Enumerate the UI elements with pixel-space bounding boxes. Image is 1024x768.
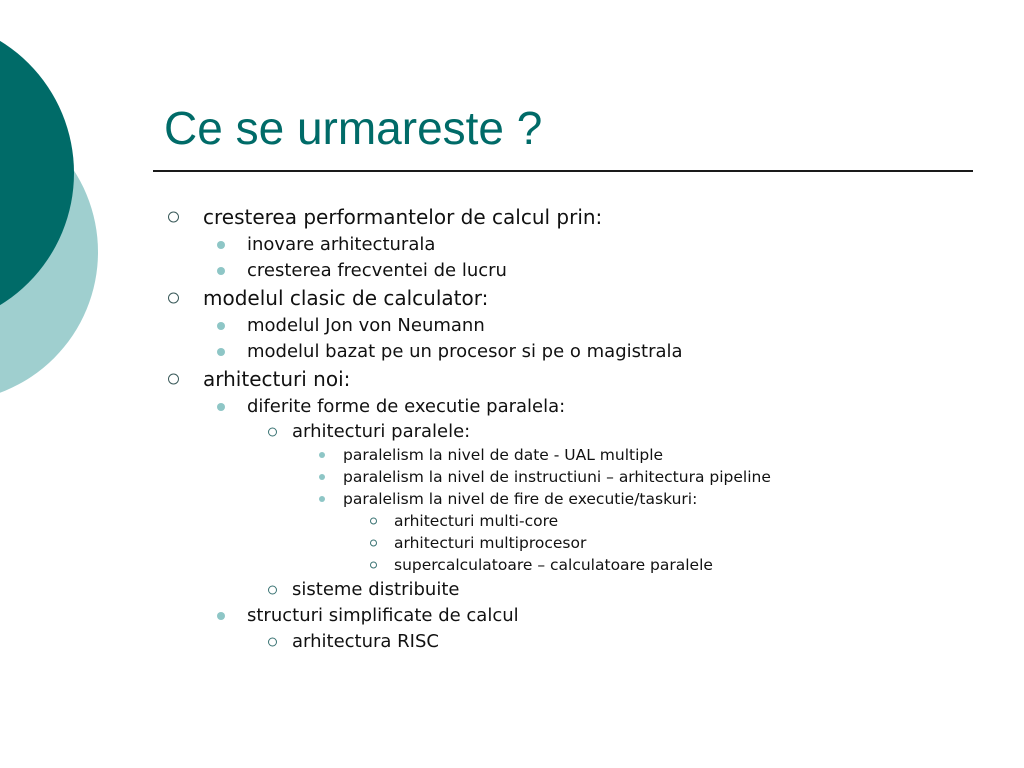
- bullet-text: modelul Jon von Neumann: [247, 315, 485, 336]
- dot-bullet-icon: [319, 496, 325, 502]
- ring-bullet-icon: [168, 374, 179, 385]
- slide-title: Ce se urmareste ?: [164, 102, 543, 154]
- bullet-text: paralelism la nivel de instructiuni – arhitectura pipeline: [343, 468, 771, 486]
- bullet-item: [247, 260, 507, 281]
- ring-bullet-icon: [168, 293, 179, 304]
- bullet-item: [247, 396, 565, 417]
- bullet-text: modelul clasic de calculator:: [203, 286, 489, 310]
- bullet-text: paralelism la nivel de date - UAL multiple: [343, 446, 664, 464]
- dot-bullet-icon: [217, 322, 225, 330]
- ring-bullet-icon: [268, 427, 277, 436]
- dot-bullet-icon: [217, 241, 225, 249]
- bullet-text: inovare arhitecturala: [247, 234, 436, 255]
- dot-bullet-icon: [217, 612, 225, 620]
- bullet-item: [247, 234, 435, 255]
- bullet-item: [343, 446, 663, 464]
- bullet-text: supercalculatoare – calculatoare paralele: [394, 556, 713, 574]
- bullet-text: modelul bazat pe un procesor si pe o magistrala: [247, 341, 683, 362]
- ring-bullet-icon: [370, 562, 377, 569]
- bullet-item: [203, 205, 602, 229]
- bullet-text: structuri simplificate de calcul: [247, 605, 519, 626]
- bullet-item: [247, 341, 683, 362]
- ring-bullet-icon: [268, 585, 277, 594]
- bullet-text: arhitecturi paralele:: [292, 421, 471, 442]
- bullet-item: [343, 490, 697, 508]
- ring-bullet-icon: [370, 518, 377, 525]
- ring-bullet-icon: [168, 212, 179, 223]
- dot-bullet-icon: [319, 474, 325, 480]
- dot-bullet-icon: [217, 348, 225, 356]
- bullet-text: arhitecturi multi-core: [394, 512, 559, 530]
- bullet-text: sisteme distribuite: [292, 579, 460, 600]
- dot-bullet-icon: [217, 403, 225, 411]
- bullet-item: [394, 534, 586, 552]
- dot-bullet-icon: [217, 267, 225, 275]
- bullet-item: [394, 556, 713, 574]
- bullet-item: [292, 631, 439, 652]
- bullet-item: [394, 512, 558, 530]
- bullet-text: arhitectura RISC: [292, 631, 439, 652]
- title-divider: [153, 170, 973, 172]
- bullet-text: paralelism la nivel de fire de executie/taskuri:: [343, 490, 698, 508]
- bullet-text: diferite forme de executie paralela:: [247, 396, 566, 417]
- bullet-item: [292, 579, 459, 600]
- ring-bullet-icon: [370, 540, 377, 547]
- ring-bullet-icon: [268, 637, 277, 646]
- bullet-item: [203, 286, 488, 310]
- bullet-text: cresterea performantelor de calcul prin:: [203, 205, 603, 229]
- bullet-item: [343, 468, 771, 486]
- dot-bullet-icon: [319, 452, 325, 458]
- bullet-item: [292, 421, 470, 442]
- bullet-item: [247, 605, 519, 626]
- bullet-item: [247, 315, 485, 336]
- bullet-text: arhitecturi multiprocesor: [394, 534, 587, 552]
- bullet-item: [203, 367, 350, 391]
- bullet-text: cresterea frecventei de lucru: [247, 260, 507, 281]
- bullet-text: arhitecturi noi:: [203, 367, 351, 391]
